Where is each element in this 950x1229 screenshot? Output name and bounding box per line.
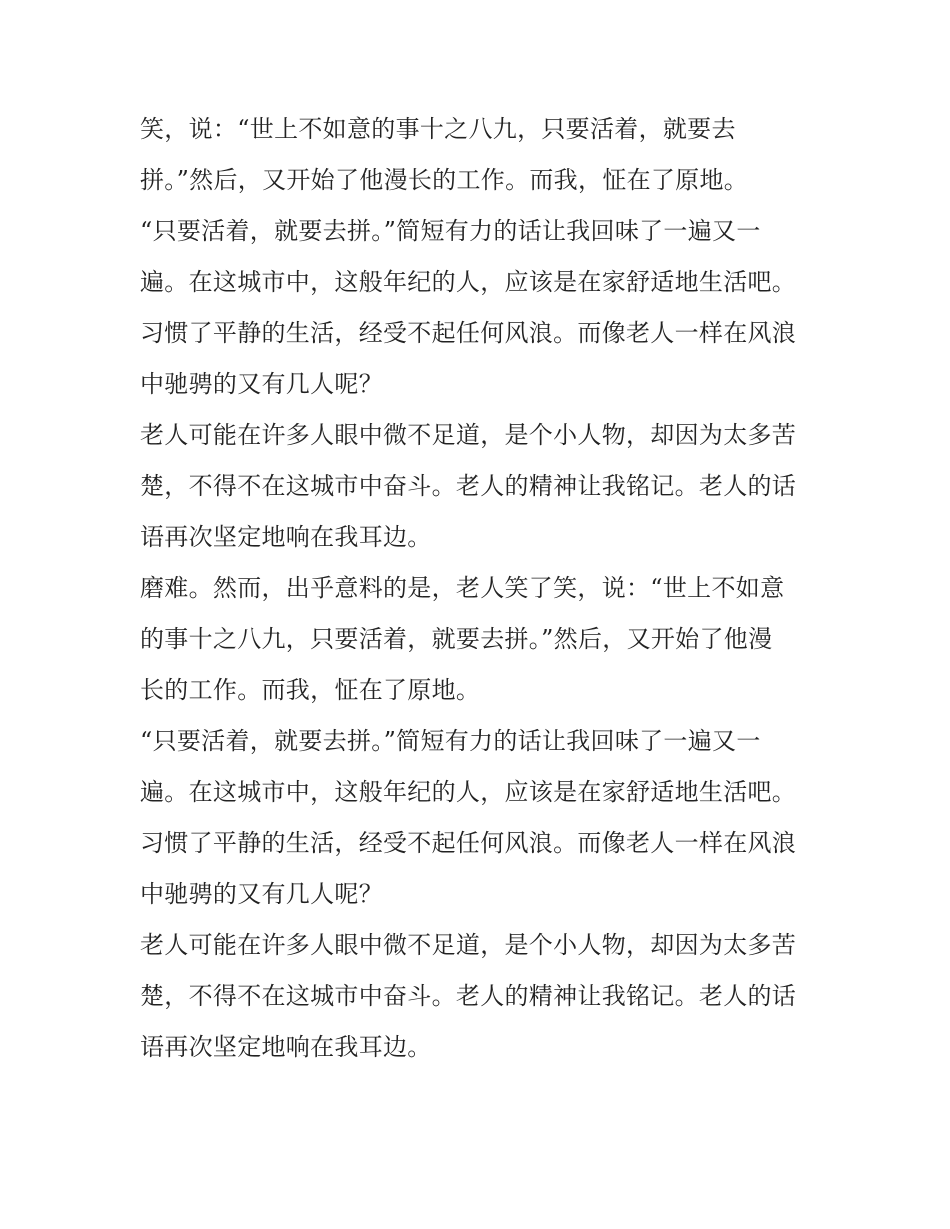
text-line: 楚，不得不在这城市中奋斗。老人的精神让我铭记。老人的话 [140, 982, 797, 1010]
text-line: 中驰骋的又有几人呢？ [140, 880, 383, 908]
text-line: 语再次坚定地响在我耳边。 [140, 523, 432, 551]
text-line: 中驰骋的又有几人呢？ [140, 370, 383, 398]
text-line: 习惯了平静的生活，经受不起任何风浪。而像老人一样在风浪 [140, 829, 797, 857]
text-line: 遍。在这城市中，这般年纪的人，应该是在家舒适地生活吧。 [140, 778, 797, 806]
text-line: 习惯了平静的生活，经受不起任何风浪。而像老人一样在风浪 [140, 319, 797, 347]
text-line: 遍。在这城市中，这般年纪的人，应该是在家舒适地生活吧。 [140, 268, 797, 296]
text-line: 磨难。然而，出乎意料的是，老人笑了笑，说：“世上不如意 [140, 574, 785, 602]
body-text [140, 104, 830, 1073]
text-line: 老人可能在许多人眼中微不足道，是个小人物，却因为太多苦 [140, 931, 797, 959]
text-line: 楚，不得不在这城市中奋斗。老人的精神让我铭记。老人的话 [140, 472, 797, 500]
text-line: 长的工作。而我，怔在了原地。 [140, 676, 481, 704]
text-line: 老人可能在许多人眼中微不足道，是个小人物，却因为太多苦 [140, 421, 797, 449]
text-line: “只要活着，就要去拼。”简短有力的话让我回味了一遍又一 [140, 217, 761, 245]
text-line: 的事十之八九，只要活着，就要去拼。”然后，又开始了他漫 [140, 625, 773, 653]
text-line: 笑，说：“世上不如意的事十之八九，只要活着，就要去 [140, 115, 736, 143]
text-line: “只要活着，就要去拼。”简短有力的话让我回味了一遍又一 [140, 727, 761, 755]
text-line: 语再次坚定地响在我耳边。 [140, 1033, 432, 1061]
text-line: 拼。”然后，又开始了他漫长的工作。而我，怔在了原地。 [140, 166, 749, 194]
